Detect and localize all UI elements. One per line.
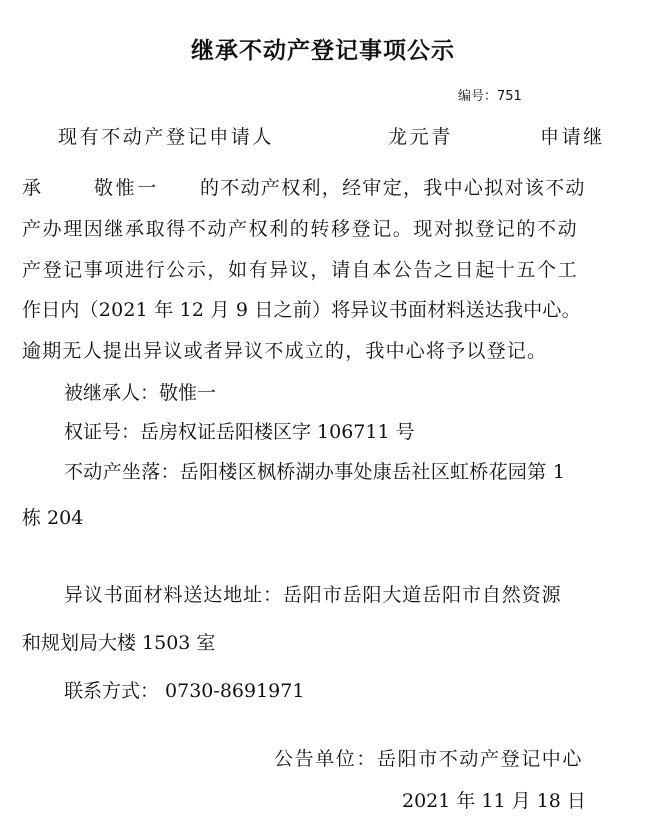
body-line-2-prefix: 承 [22,177,42,199]
notice-date: 2021 年 11 月 18 日 [402,790,586,812]
body-line-1-suffix: 申请继 [540,126,605,148]
decedent-line: 被继承人：敬惟一 [64,382,217,404]
body-line-3: 产办理因继承取得不动产权利的转移登记。现对拟登记的不动 [22,218,579,240]
decedent-name: 敬惟一 [94,177,159,199]
contact-line: 联系方式： 0730-8691971 [64,680,305,702]
location-line-1: 不动产坐落：岳阳楼区枫桥湖办事处康岳社区虹桥花园第 1 [64,461,566,483]
document-number: 编号：751 [458,89,522,104]
objection-address-line-1: 异议书面材料送达地址：岳阳市岳阳大道岳阳市自然资源 [64,584,562,606]
certificate-line: 权证号：岳房权证岳阳楼区字 106711 号 [64,421,415,443]
objection-address-line-2: 和规划局大楼 1503 室 [22,632,216,654]
body-line-1-prefix: 现有不动产登记申请人 [58,126,275,148]
body-line-2-suffix: 的不动产权利，经审定，我中心拟对该不动 [200,177,586,199]
issuer-line: 公告单位：岳阳市不动产登记中心 [274,748,584,770]
body-line-4: 产登记事项进行公示，如有异议，请自本公告之日起十五个工 [22,259,579,281]
body-line-5: 作日内（2021 年 12 月 9 日之前）将异议书面材料送达我中心。 [22,299,581,321]
applicant-name: 龙元青 [388,126,453,148]
body-line-6: 逾期无人提出异议或者异议不成立的，我中心将予以登记。 [22,340,548,362]
location-line-2: 栋 204 [22,507,84,529]
notice-title: 继承不动产登记事项公示 [191,38,455,64]
